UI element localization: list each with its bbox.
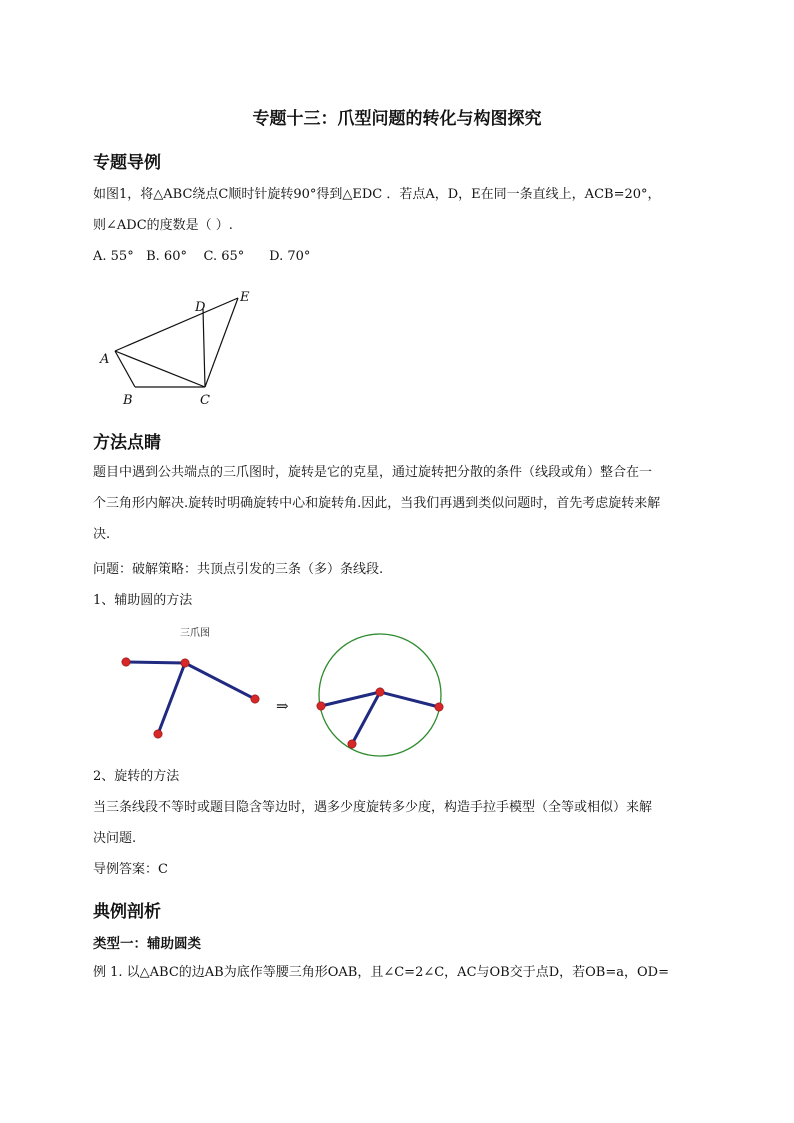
claw-segment-left [126, 662, 185, 663]
claw-diagram [110, 620, 455, 760]
circle-point [376, 688, 384, 696]
section-heading-examples: 典例剖析 [93, 902, 161, 922]
label-b: B [123, 393, 133, 408]
label-e: E [240, 290, 250, 305]
segment-ae [115, 298, 238, 351]
option-c: C. 65° [203, 249, 245, 264]
claw-segment-right [185, 663, 255, 699]
page-title: 专题十三：爪型问题的转化与构图探究 [252, 109, 542, 129]
section-heading-intro: 专题导例 [93, 153, 161, 173]
claw-point [181, 659, 189, 667]
problem-line: 问题：破解策略：共顶点引发的三条（多）条线段. [93, 562, 384, 577]
segment-ac [115, 351, 205, 387]
label-c: C [200, 393, 210, 408]
example-1-text: 例 1. 以△ABC的边AB为底作等腰三角形OAB，且∠C=2∠C，AC与OB交于点D，若OB=a，OD= [93, 965, 669, 980]
option-b: B. 60° [146, 249, 187, 264]
options-row [93, 246, 310, 268]
triangle-figure [95, 285, 275, 410]
circle-segment-down [352, 692, 380, 744]
segment-ab [115, 351, 135, 387]
circle-point [435, 703, 443, 711]
claw-point [251, 695, 259, 703]
option-d: D. 70° [269, 249, 311, 264]
circle-point [317, 702, 325, 710]
method-1-heading: 1、辅助圆的方法 [93, 593, 193, 608]
circle-segment-right [380, 692, 439, 707]
question-line-2: 则∠ADC的度数是（ ）. [93, 218, 233, 233]
segment-ec [205, 298, 238, 387]
claw-segment-down [158, 663, 185, 734]
method-2-heading: 2、旋转的方法 [93, 769, 180, 784]
question-line-1: 如图1，将△ABC绕点C顺时针旋转90°得到△EDC ．若点A，D，E在同一条直线上，ACB=20°， [93, 187, 661, 202]
circle-segment-left [321, 692, 380, 706]
rotation-para-line-2: 决问题. [93, 831, 137, 846]
type-1-heading: 类型一：辅助圆类 [93, 936, 201, 952]
claw-point [154, 730, 162, 738]
claw-figure-label: 三爪图 [180, 628, 210, 639]
label-a: A [100, 352, 110, 367]
section-heading-method: 方法点睛 [93, 433, 161, 453]
circle-point [348, 740, 356, 748]
segment-dc [203, 309, 205, 387]
method-para-line-3: 决. [93, 527, 111, 542]
option-a: A. 55° [93, 249, 134, 264]
label-d: D [195, 300, 206, 315]
answer-line: 导例答案：C [93, 862, 168, 877]
transform-arrow: ⇒ [276, 697, 289, 715]
rotation-para-line-1: 当三条线段不等时或题目隐含等边时，遇多少度旋转多少度，构造手拉手模型（全等或相似）来解 [93, 800, 653, 815]
method-para-line-2: 个三角形内解决.旋转时明确旋转中心和旋转角.因此，当我们再遇到类似问题时，首先考虑旋转来解 [93, 496, 661, 511]
claw-point [122, 658, 130, 666]
method-para-line-1: 题目中遇到公共端点的三爪图时，旋转是它的克星，通过旋转把分散的条件（线段或角）整合在一 [93, 465, 653, 480]
